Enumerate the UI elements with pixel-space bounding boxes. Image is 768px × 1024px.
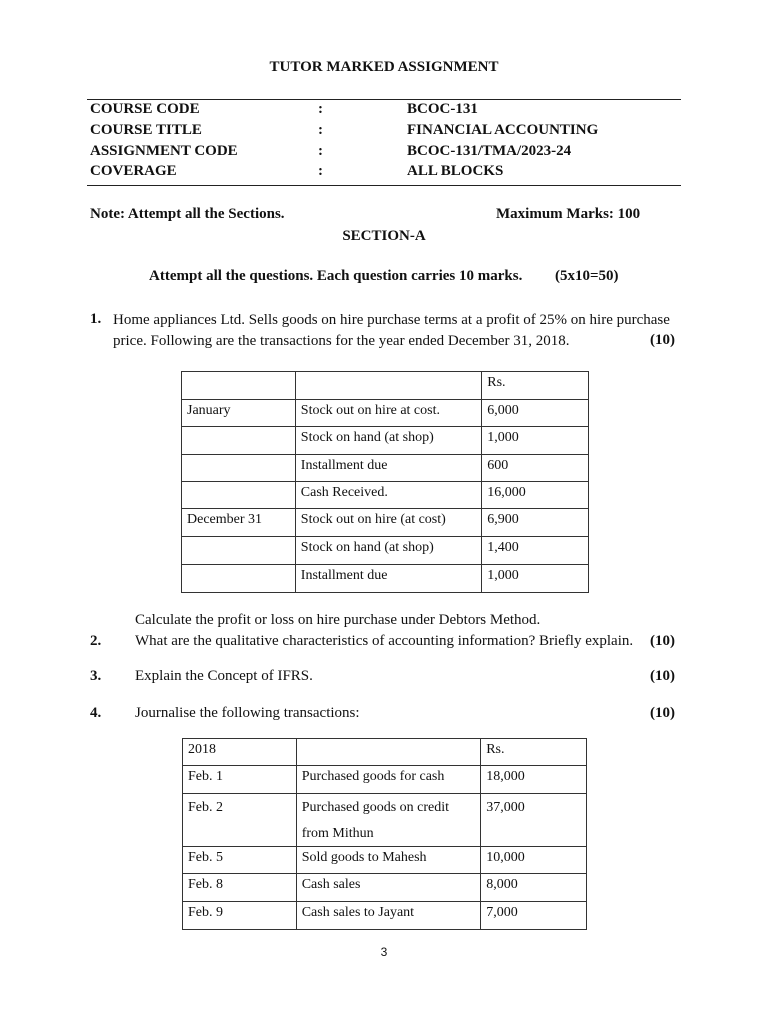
- table-cell: 1,000: [482, 565, 589, 593]
- info-colon: :: [318, 122, 323, 138]
- table-cell: 16,000: [482, 482, 589, 509]
- table-row: [182, 400, 589, 427]
- table-row: [183, 847, 587, 874]
- table-cell: 7,000: [481, 902, 587, 930]
- table-cell: 600: [482, 455, 589, 482]
- table-cell: Cash sales to Jayant: [296, 902, 481, 930]
- question-4-text: Journalise the following transactions:: [135, 705, 360, 721]
- question-text-line: Home appliances Ltd. Sells goods on hire purchase terms at a profit of 25% on hire purchase: [113, 312, 670, 328]
- info-row-course-code: [90, 101, 690, 121]
- table-row: [183, 874, 587, 902]
- question-followup: Calculate the profit or loss on hire purchase under Debtors Method.: [135, 612, 541, 628]
- table-row: [183, 902, 587, 930]
- table-cell: Installment due: [295, 455, 481, 482]
- cell-line: from Mithun: [301, 826, 374, 841]
- max-marks: Maximum Marks: 100: [496, 206, 641, 222]
- table-row: [183, 739, 587, 766]
- table-cell: [182, 537, 296, 565]
- table-cell: 6,900: [482, 509, 589, 537]
- question-number: 1.: [90, 311, 102, 327]
- question-marks: (10): [650, 332, 675, 348]
- table-row: [182, 455, 589, 482]
- cell-line: [188, 818, 296, 823]
- table-cell: Feb. 8: [183, 874, 297, 902]
- table-cell: December 31: [182, 509, 296, 537]
- info-label: COURSE CODE: [90, 101, 200, 117]
- table-cell: Sold goods to Mahesh: [296, 847, 481, 874]
- table-cell: 1,400: [482, 537, 589, 565]
- table-cell: 6,000: [482, 400, 589, 427]
- section-heading: SECTION-A: [342, 228, 426, 244]
- table-cell: Rs.: [481, 739, 587, 766]
- info-row-coverage: [90, 163, 690, 183]
- table-cell: 10,000: [481, 847, 587, 874]
- note-text: Note: Attempt all the Sections.: [90, 206, 285, 222]
- table-cell: Feb. 5: [183, 847, 297, 874]
- question-marks: (10): [650, 705, 675, 721]
- table-cell: [296, 739, 481, 766]
- table-cell: Stock out on hire at cost.: [295, 400, 481, 427]
- table-cell: [481, 794, 587, 847]
- table-row: [182, 427, 589, 455]
- table-row: [182, 482, 589, 509]
- info-colon: :: [318, 101, 323, 117]
- table-cell: Stock on hand (at shop): [295, 537, 481, 565]
- cell-line: [486, 818, 586, 823]
- instruction-marks: (5x10=50): [555, 268, 619, 284]
- info-label: ASSIGNMENT CODE: [90, 143, 238, 159]
- table-cell: Installment due: [295, 565, 481, 593]
- bottom-rule: [87, 185, 681, 186]
- table-cell: [182, 372, 296, 400]
- table-row: [183, 794, 587, 847]
- info-label: COVERAGE: [90, 163, 177, 179]
- table-cell: January: [182, 400, 296, 427]
- table-cell: [183, 794, 297, 847]
- info-colon: :: [318, 163, 323, 179]
- table-cell: Stock on hand (at shop): [295, 427, 481, 455]
- question-marks: (10): [650, 633, 675, 649]
- info-value: ALL BLOCKS: [407, 163, 504, 179]
- table-row: [182, 372, 589, 400]
- journal-table: [182, 738, 587, 930]
- table-cell: Cash Received.: [295, 482, 481, 509]
- question-1-text: [113, 310, 693, 352]
- question-number: 4.: [90, 705, 102, 721]
- question-marks: (10): [650, 668, 675, 684]
- info-label: COURSE TITLE: [90, 122, 202, 138]
- table-cell: [182, 565, 296, 593]
- question-2-text: What are the qualitative characteristics of accounting information? Briefly explain.: [135, 633, 634, 649]
- cell-line: Feb. 2: [188, 800, 223, 815]
- info-value: BCOC-131/TMA/2023-24: [407, 143, 572, 159]
- info-colon: :: [318, 143, 323, 159]
- table-row: [183, 766, 587, 794]
- cell-line: 37,000: [486, 800, 525, 815]
- table-cell: 1,000: [482, 427, 589, 455]
- instruction-text: Attempt all the questions. Each question carries 10 marks.: [149, 268, 523, 284]
- question-text-line: price. Following are the transactions for the year ended December 31, 2018.: [113, 333, 570, 349]
- hire-purchase-table: [181, 371, 589, 593]
- table-cell: 2018: [183, 739, 297, 766]
- table-cell: [295, 372, 481, 400]
- table-cell: Feb. 1: [183, 766, 297, 794]
- info-value: BCOC-131: [407, 101, 478, 117]
- question-3-text: Explain the Concept of IFRS.: [135, 668, 313, 684]
- question-number: 2.: [90, 633, 102, 649]
- info-value: FINANCIAL ACCOUNTING: [407, 122, 599, 138]
- table-cell: 18,000: [481, 766, 587, 794]
- table-cell: Feb. 9: [183, 902, 297, 930]
- page-title: TUTOR MARKED ASSIGNMENT: [269, 59, 499, 75]
- table-row: [182, 509, 589, 537]
- table-cell: [296, 794, 481, 847]
- table-cell: [182, 427, 296, 455]
- info-row-course-title: [90, 122, 690, 142]
- info-row-assignment-code: [90, 143, 690, 163]
- cell-line: Purchased goods on credit: [301, 800, 450, 815]
- question-number: 3.: [90, 668, 102, 684]
- table-row: [182, 537, 589, 565]
- page-number: 3: [380, 945, 388, 959]
- table-cell: Stock out on hire (at cost): [295, 509, 481, 537]
- table-cell: [182, 482, 296, 509]
- top-rule: [87, 99, 681, 100]
- table-cell: Cash sales: [296, 874, 481, 902]
- table-cell: Purchased goods for cash: [296, 766, 481, 794]
- table-cell: 8,000: [481, 874, 587, 902]
- table-row: [182, 565, 589, 593]
- table-cell: [182, 455, 296, 482]
- table-cell: Rs.: [482, 372, 589, 400]
